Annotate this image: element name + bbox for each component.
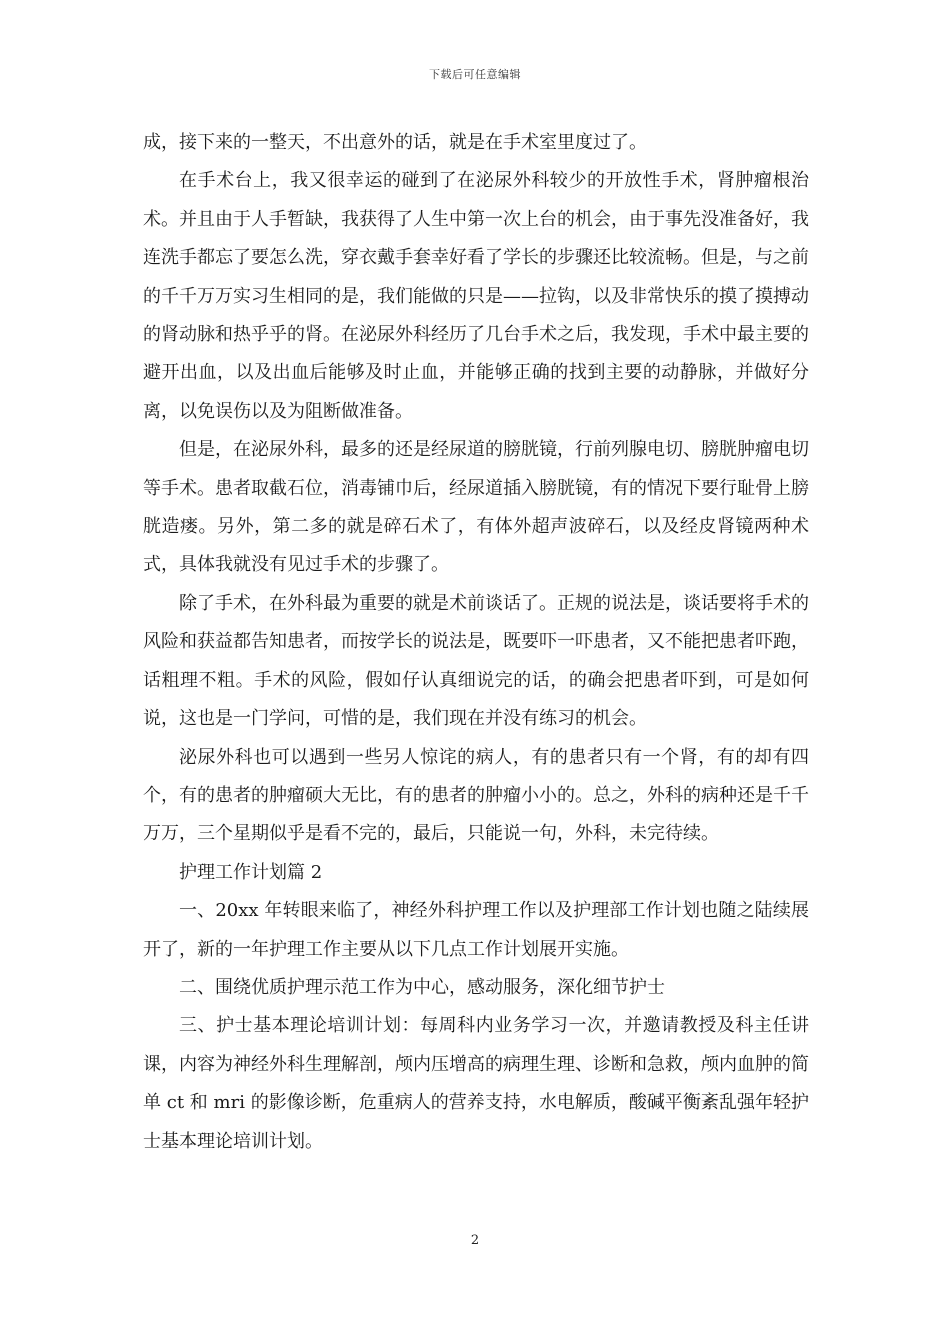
paragraph: 除了手术，在外科最为重要的就是术前谈话了。正规的说法是，谈话要将手术的风险和获益都告知患者，而按学长的说法是，既要吓一吓患者，又不能把患者吓跑，话粗理不粗。手术的风险，假如仔认真细说完的话，的确会把患者吓到，可是如何说，这也是一门学问，可惜的是，我们现在并没有练习的机会。 xyxy=(143,592,809,730)
paragraph: 三、护士基本理论培训计划：每周科内业务学习一次，并邀请教授及科主任讲课，内容为神经外科生理解剖，颅内压增高的病理生理、诊断和急救，颅内血肿的简单 ct 和 mri 的影像诊断，危重病人的营养支持，水电解质，酸碱平衡紊乱强年轻护士基本理论培训计划。 xyxy=(143,1015,809,1152)
section-heading: 护理工作计划篇 2 xyxy=(179,861,323,883)
paragraph: 成，接下来的一整天，不出意外的话，就是在手术室里度过了。 xyxy=(143,132,647,153)
paragraph: 在手术台上，我又很幸运的碰到了在泌尿外科较少的开放性手术，肾肿瘤根治术。并且由于人手暂缺，我获得了人生中第一次上台的机会，由于事先没准备好，我连洗手都忘了要怎么洗，穿衣戴手套幸好看了学长的步骤还比较流畅。但是，与之前的千千万万实习生相同的是，我们能做的只是——拉钩，以及非常快乐的摸了摸搏动的肾动脉和热乎乎的肾。在泌尿外科经历了几台手术之后，我发现，手术中最主要的避开出血，以及出血后能够及时止血，并能够正确的找到主要的动静脉，并做好分离，以免误伤以及为阻断做准备。 xyxy=(143,170,809,422)
paragraph: 泌尿外科也可以遇到一些另人惊诧的病人，有的患者只有一个肾，有的却有四个，有的患者的肿瘤硕大无比，有的患者的肿瘤小小的。总之，外科的病种还是千千万万，三个星期似乎是看不完的，最后，只能说一句，外科，未完待续。 xyxy=(143,746,809,845)
paragraph: 二、围绕优质护理示范工作为中心，感动服务，深化细节护士 xyxy=(179,976,665,998)
page-header: 下载后可任意编辑 xyxy=(429,68,521,81)
page-number: 2 xyxy=(470,1233,480,1248)
document-body xyxy=(143,124,809,1161)
paragraph: 一、20xx 年转眼来临了，神经外科护理工作以及护理部工作计划也随之陆续展开了，新的一年护理工作主要从以下几点工作计划展开实施。 xyxy=(143,900,809,960)
paragraph: 但是，在泌尿外科，最多的还是经尿道的膀胱镜，行前列腺电切、膀胱肿瘤电切等手术。患者取截石位，消毒铺巾后，经尿道插入膀胱镜，有的情况下要行耻骨上膀胱造瘘。另外，第二多的就是碎石术了，有体外超声波碎石，以及经皮肾镜两种术式，具体我就没有见过手术的步骤了。 xyxy=(143,439,809,576)
